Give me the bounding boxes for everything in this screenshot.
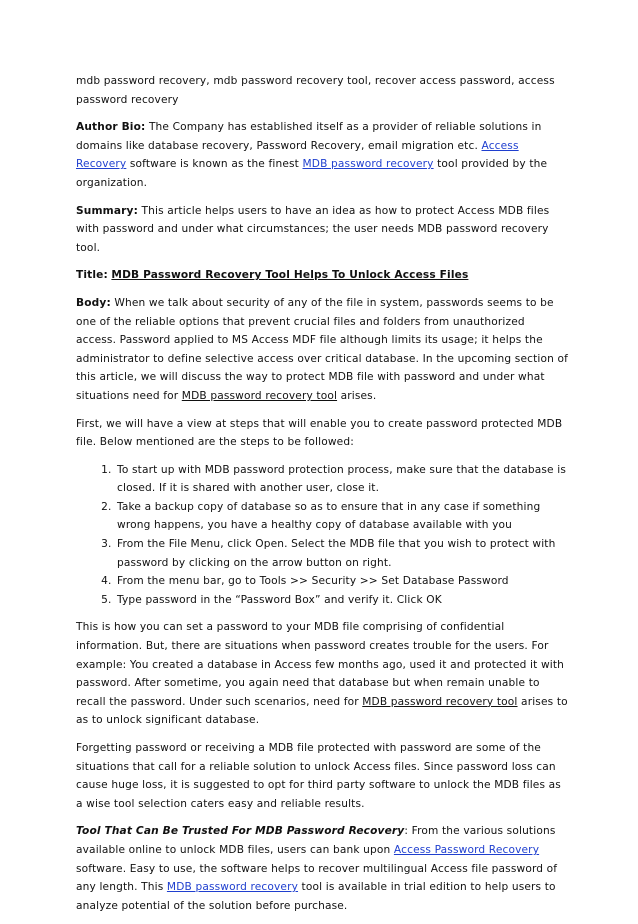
step-item: 5. Type password in the “Password Box” and verify it. Click OK <box>115 591 568 610</box>
body-paragraph <box>76 294 568 406</box>
mdb-recovery-tool-link-2[interactable]: MDB password recovery tool <box>362 695 518 708</box>
mdb-recovery-tool-link[interactable]: MDB password recovery tool <box>181 389 338 402</box>
steps-intro-paragraph <box>76 415 568 452</box>
keywords-paragraph <box>76 72 568 109</box>
article-title[interactable]: MDB Password Recovery Tool Helps To Unlock Access Files <box>111 269 469 282</box>
access-recovery-link[interactable]: Access Recovery <box>76 139 519 171</box>
author-bio-text-3: tool provided by the organization. <box>76 158 548 189</box>
steps-intro-text: First, we will have a view at steps that will enable you to create password protected MDB file. Below mentioned are the steps to be followed: <box>76 417 563 449</box>
mdb-password-recovery-link[interactable]: MDB password recovery <box>302 158 434 171</box>
tool-label: Tool That Can Be Trusted For MDB Password Recovery <box>76 825 405 838</box>
situation-text-2: arises to as to unlock significant database. <box>76 695 568 727</box>
author-bio-paragraph <box>76 118 568 192</box>
title-label: Title: <box>76 269 108 282</box>
summary-text: This article helps users to have an idea as how to protect Access MDB files with password and under what circumstances; the user needs MDB password recovery tool. <box>76 204 550 254</box>
forgetting-text: Forgetting password or receiving a MDB file protected with password are some of the situations that call for a reliable solution to unlock Access files. Since password loss can cause huge loss, it is suggested to opt for third party software to unlock the MDB files as a wise tool selection caters easy and reliable results. <box>76 742 561 810</box>
steps-list <box>76 461 568 610</box>
access-password-recovery-link[interactable]: Access Password Recovery <box>393 843 540 856</box>
title-paragraph <box>76 266 568 285</box>
tool-text-1: : From the various solutions available online to unlock MDB files, users can bank upon <box>76 825 556 856</box>
tool-paragraph <box>76 822 568 915</box>
author-bio-label: Author Bio: <box>76 121 146 134</box>
summary-label: Summary: <box>76 204 138 217</box>
step-item: 3. From the File Menu, click Open. Select the MDB file that you wish to protect with password by clicking on the arrow button on right. <box>115 535 568 572</box>
mdb-password-recovery-link-2[interactable]: MDB password recovery <box>166 881 299 894</box>
author-bio-text-1: The Company has established itself as a provider of reliable solutions in domains like database recovery, Password Recovery, email migration etc. <box>76 121 542 152</box>
tool-text-2: software. Easy to use, the software helps to recover multilingual Access file password of any length. This <box>76 862 558 894</box>
step-item: 2. Take a backup copy of database so as to ensure that in any case if something wrong happens, you have a healthy copy of database available with you <box>115 498 568 535</box>
situation-text-1: This is how you can set a password to your MDB file comprising of confidential information. But, there are situations when password creates trouble for the users. For example: You created a database in Access few months ago, used it and protected it with password. After sometime, you again need that database but when remain unable to recall the password. Under such scenarios, need for <box>76 621 565 708</box>
body-label: Body: <box>76 296 111 309</box>
summary-paragraph <box>76 202 568 258</box>
body-text-2: arises. <box>337 389 377 402</box>
document-page <box>76 72 568 924</box>
tool-text-3: tool is available in trial edition to help users to analyze potential of the solution before purchase. <box>76 881 556 912</box>
body-text-1: When we talk about security of any of the file in system, passwords seems to be one of the reliable options that prevent crucial files and folders from unauthorized access. Password applied to MS Access MDF file although limits its usage; it helps the administrator to define selective access over critical database. In the upcoming section of this article, we will discuss the way to protect MDB file with password and under what situations need for <box>76 296 569 402</box>
situation-paragraph <box>76 618 568 730</box>
keywords-text: mdb password recovery, mdb password recovery tool, recover access password, access password recovery <box>76 75 555 106</box>
step-item: 1. To start up with MDB password protection process, make sure that the database is closed. If it is shared with another user, close it. <box>115 461 568 498</box>
author-bio-text-2: software is known as the finest <box>126 158 303 171</box>
step-item: 4. From the menu bar, go to Tools >> Security >> Set Database Password <box>115 572 568 591</box>
forgetting-paragraph <box>76 739 568 813</box>
